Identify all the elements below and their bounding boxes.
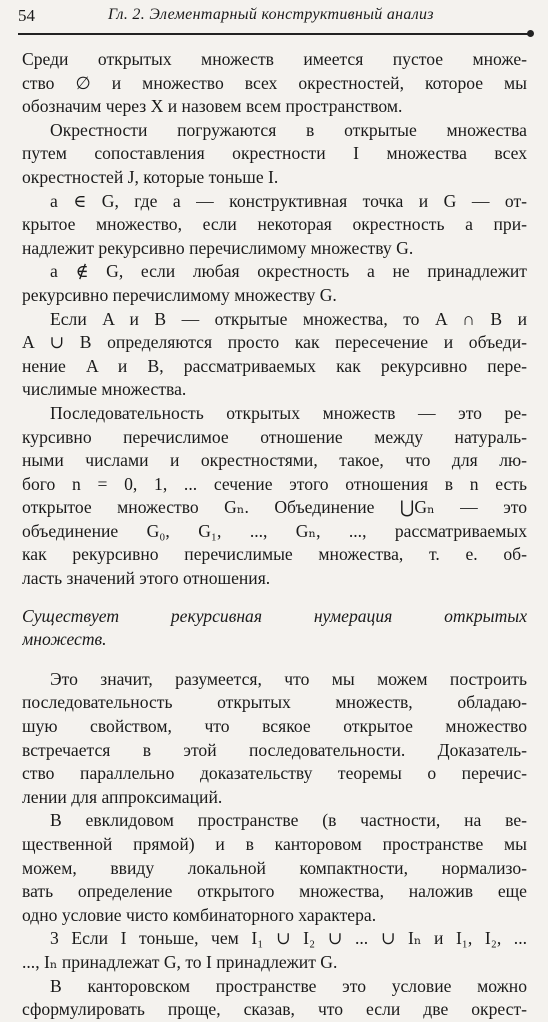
header-rule — [18, 33, 530, 35]
text-line: 3 Если I тоньше, чем I₁ ∪ I₂ ∪ ... ∪ Iₙ и I₁, I₂, ... — [50, 928, 527, 949]
text-line: курсивно перечислимое отношение между натураль- — [22, 426, 527, 447]
text-line: надлежит рекурсивно перечислимому множеству G. — [22, 237, 414, 258]
text-line: объединение G₀, G₁, ..., Gₙ, ..., рассматриваемых — [22, 520, 527, 541]
text-line: лении для аппроксимаций. — [22, 786, 223, 807]
running-head: Гл. 2. Элементарный конструктивный анализ — [108, 6, 434, 23]
text-line: ласть значений этого отношения. — [22, 568, 271, 589]
text-line: a ∉ G, если любая окрестность a не принадлежит — [50, 261, 527, 282]
text-line: щественной прямой) и в канторовом пространстве мы — [22, 834, 527, 854]
text-line: окрестностей J, которые тоньше I. — [22, 166, 279, 187]
text-line: В евклидовом пространстве (в частности, на ве- — [50, 810, 527, 831]
theorem-line: множеств. — [22, 629, 107, 650]
page-body — [22, 48, 527, 1022]
text-line: Последовательность открытых множеств — это ре- — [50, 402, 527, 423]
rule-end-dot — [527, 30, 534, 37]
text-line: можем, ввиду локальной компактности, нормализо- — [22, 857, 527, 878]
text-line: ство ∅ и множество всех окрестностей, которое мы — [22, 72, 527, 93]
text-line: Окрестности погружаются в открытые множества — [50, 119, 527, 140]
theorem-line: Существует рекурсивная нумерация открытых — [22, 605, 527, 626]
text-line: Если A и B — открытые множества, то A ∩ B и — [50, 308, 527, 329]
text-line: последовательность открытых множеств, обладаю- — [22, 692, 527, 713]
page-header — [18, 6, 530, 28]
text-line: ными числами и окрестностями, такое, что для лю- — [22, 450, 527, 471]
text-line: одно условие чисто комбинаторного характера. — [22, 904, 377, 925]
text-line: вать определение открытого множества, наложив еще — [22, 881, 527, 902]
text-line: ..., Iₙ принадлежат G, то I принадлежит G. — [22, 951, 338, 972]
text-line: рекурсивно перечислимому множеству G. — [22, 284, 337, 305]
text-line: числимые множества. — [22, 379, 187, 400]
text-line: Среди открытых множеств имеется пустое множе- — [22, 49, 527, 69]
text-line: ство параллельно доказательству теоремы о перечис- — [22, 763, 527, 784]
text-line: крытое множество, если некоторая окрестность a при- — [22, 214, 527, 235]
page-number: 54 — [18, 6, 35, 25]
text-line: сформулировать проще, сказав, что если две окрест- — [22, 999, 527, 1020]
text-line: A ∪ B определяются просто как пересечение и объеди- — [22, 332, 527, 353]
text-line: как рекурсивно перечислимые множества, т. е. об- — [22, 544, 527, 565]
text-line: Это значит, разумеется, что мы можем построить — [50, 668, 527, 689]
text-line: нение A и B, рассматриваемых как рекурсивно пере- — [22, 355, 527, 376]
text-line: a ∈ G, где a — конструктивная точка и G — от- — [50, 190, 527, 211]
text-line: встречается в этой последовательности. Доказатель- — [22, 739, 527, 760]
text-line: В канторовском пространстве это условие можно — [50, 975, 527, 996]
text-line: бого n = 0, 1, ... сечение этого отношения в n есть — [22, 473, 527, 494]
text-line: обозначим через X и назовем всем пространством. — [22, 96, 403, 117]
text-line: открытое множество Gₙ. Объединение ⋃Gₙ — это — [22, 497, 527, 518]
text-line: путем сопоставления окрестности I множества всех — [22, 143, 527, 164]
text-line: шую свойством, что всякое открытое множество — [22, 716, 527, 737]
